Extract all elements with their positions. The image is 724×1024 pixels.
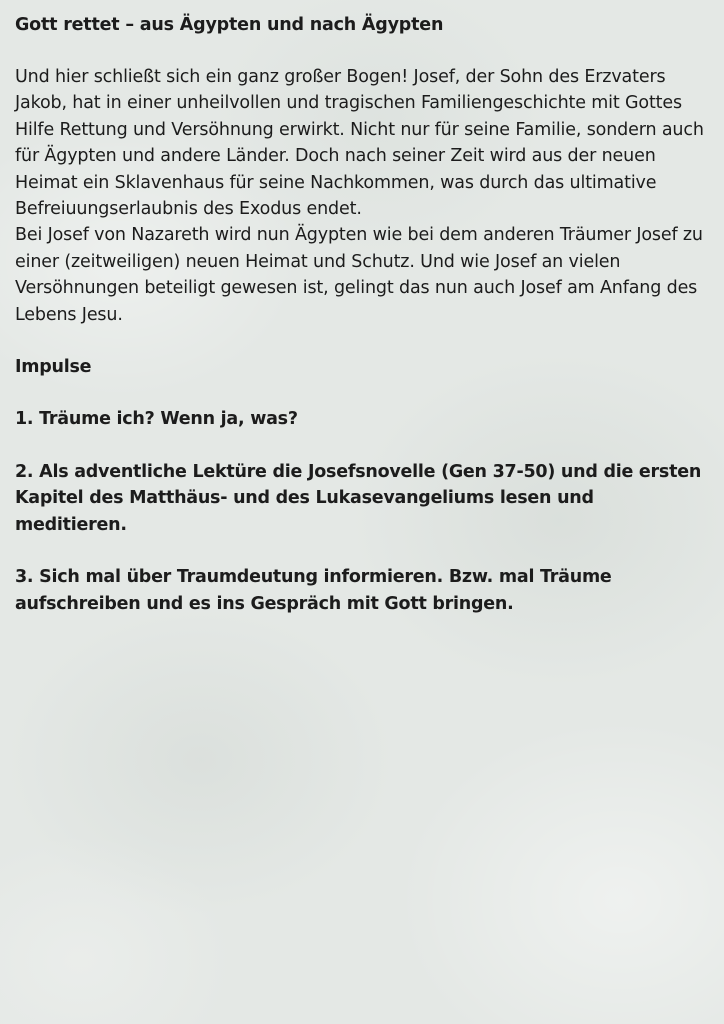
document-page [15,12,705,617]
impulse-heading: Impulse [15,357,92,378]
document-title: Gott rettet – aus Ägypten und nach Ägypten [15,15,444,35]
body-paragraph-1: Und hier schließt sich ein ganz großer Bogen! Josef, der Sohn des Erzvaters Jakob, hat in einer unheilvollen und tragischen Familiengeschichte mit Gottes Hilfe Rettung und Versöhnung erwirkt. Nicht nur für seine Familie, sondern auch für Ägypten und andere Länder. Doch nach seiner Zeit wird aus der neuen Heimat ein Sklavenhaus für seine Nachkommen, was durch das ultimative Befreiuungserlaubnis des Exodus endet. [15,67,704,220]
impulse-item-1: 1. Träume ich? Wenn ja, was? [15,409,298,430]
spacer [15,538,705,564]
spacer [15,433,705,459]
spacer [15,328,705,354]
impulse-item-3: 3. Sich mal über Traumdeutung informieren. Bzw. mal Träume aufschreiben und es ins Gespräch mit Gott bringen. [15,567,612,614]
impulse-item-2: 2. Als adventliche Lektüre die Josefsnovelle (Gen 37-50) und die ersten Kapitel des Matthäus- und des Lukasevangeliums lesen und meditieren. [15,461,702,535]
body-paragraph-2: Bei Josef von Nazareth wird nun Ägypten wie bei dem anderen Träumer Josef zu einer (zeitweiligen) neuen Heimat und Schutz. Und wie Josef an vielen Versöhnungen beteiligt gewesen ist, gelingt das nun auch Josef am Anfang des Lebens Jesu. [15,225,703,325]
spacer [15,380,705,406]
spacer [15,38,705,64]
